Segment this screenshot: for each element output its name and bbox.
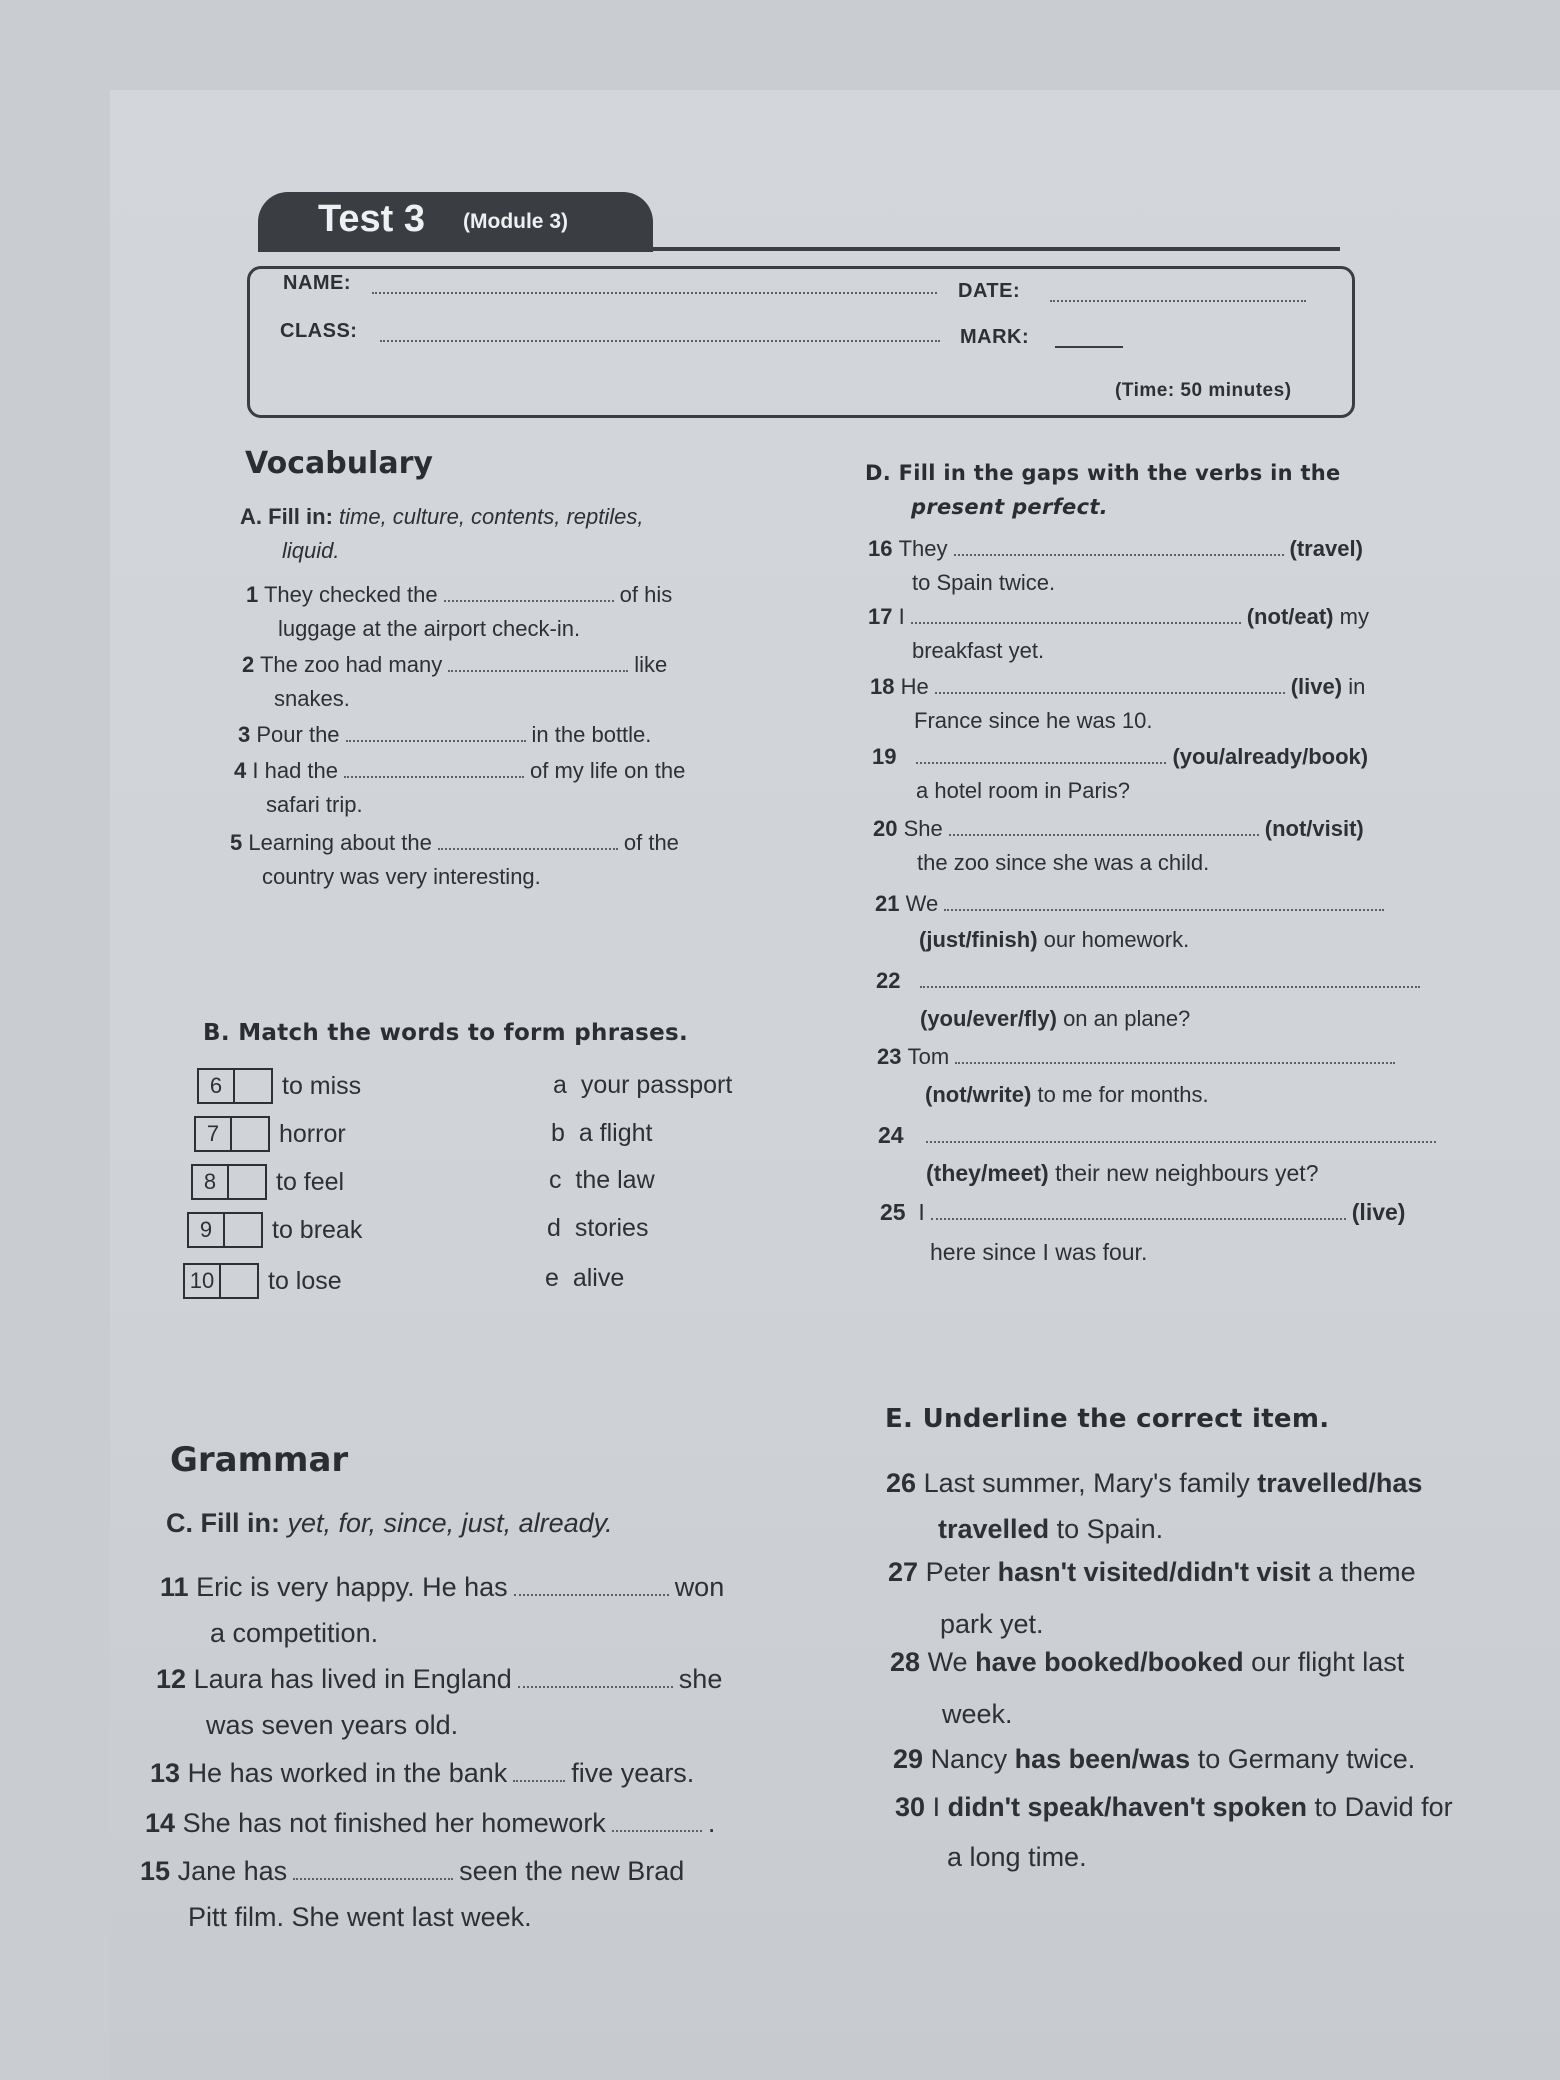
section-d-item-23: 23 Tom (not/write) to me for months. xyxy=(877,1038,1447,1114)
section-a-instruction xyxy=(240,500,780,568)
name-field[interactable] xyxy=(372,292,937,294)
class-field[interactable] xyxy=(380,340,940,342)
choice-options[interactable]: travelled xyxy=(938,1514,1050,1544)
item-number: 5 xyxy=(230,830,243,855)
match-right-item: e alive xyxy=(545,1264,625,1292)
answer-box-number: 6 xyxy=(199,1070,235,1102)
date-field[interactable] xyxy=(1050,300,1306,302)
item-text: The zoo had many xyxy=(259,652,443,677)
section-d-label: Fill in the gaps with the verbs in the xyxy=(898,461,1341,485)
answer-blank[interactable] xyxy=(293,1862,453,1880)
item-text: I had the xyxy=(252,758,339,783)
match-right-item: b a flight xyxy=(551,1119,653,1147)
match-left-item: to lose xyxy=(268,1267,342,1295)
answer-box-7[interactable] xyxy=(194,1116,270,1152)
match-left-item: horror xyxy=(279,1120,346,1148)
section-c-letter: C. xyxy=(166,1508,193,1538)
mark-label: MARK: xyxy=(960,326,1030,348)
section-a-item-2 xyxy=(242,648,762,716)
section-b-instruction xyxy=(203,1020,688,1046)
class-label: CLASS: xyxy=(280,320,358,342)
section-b-label: Match the words to form phrases. xyxy=(238,1020,689,1046)
answer-blank[interactable] xyxy=(346,724,526,742)
answer-blank[interactable] xyxy=(954,538,1284,556)
answer-blank[interactable] xyxy=(612,1814,702,1832)
answer-blank[interactable] xyxy=(931,1202,1346,1220)
section-e-instruction xyxy=(885,1404,1329,1434)
item-text: luggage at the airport check-in. xyxy=(278,616,581,641)
header-rule xyxy=(640,247,1340,251)
item-text: Learning about the xyxy=(248,830,432,855)
time-limit: (Time: 50 minutes) xyxy=(1115,380,1292,401)
section-e-letter: E. xyxy=(885,1404,914,1434)
answer-blank[interactable] xyxy=(438,832,618,850)
vocabulary-heading: Vocabulary xyxy=(245,446,433,481)
answer-box-9[interactable] xyxy=(187,1212,263,1248)
section-c-label: Fill in: xyxy=(200,1508,280,1538)
answer-blank[interactable] xyxy=(444,584,614,602)
section-c-item-11: 11 Eric is very happy. He has won a competition. xyxy=(160,1572,725,1648)
item-text: safari trip. xyxy=(266,792,363,817)
item-text: in the bottle. xyxy=(531,722,652,747)
answer-blank[interactable] xyxy=(949,818,1259,836)
answer-blank[interactable] xyxy=(920,970,1420,988)
section-e-item-26: 26 Last summer, Mary's family travelled/has travelled to Spain. xyxy=(886,1468,1423,1544)
item-text: like xyxy=(634,652,668,677)
answer-blank[interactable] xyxy=(935,676,1285,694)
test-module: (Module 3) xyxy=(463,210,568,233)
answer-box-number: 7 xyxy=(196,1118,232,1150)
item-text: of the xyxy=(623,830,679,855)
answer-box-number: 9 xyxy=(189,1214,225,1246)
choice-options[interactable]: travelled/has xyxy=(1257,1468,1423,1498)
mark-field[interactable] xyxy=(1055,346,1123,348)
section-e-item-28: 28 We have booked/booked our flight last week. xyxy=(890,1647,1405,1729)
date-label: DATE: xyxy=(958,280,1021,302)
section-c-words: yet, for, since, just, already. xyxy=(287,1508,613,1538)
item-text: of his xyxy=(619,582,673,607)
match-left-item: to feel xyxy=(276,1168,345,1196)
answer-blank[interactable] xyxy=(518,1670,673,1688)
section-c-item-12: 12 Laura has lived in England she was seven years old. xyxy=(156,1664,723,1740)
item-text: country was very interesting. xyxy=(262,864,541,889)
section-e-item-30: 30 I didn't speak/haven't spoken to David for a long time. xyxy=(895,1792,1453,1872)
section-d-item-24: 24 (they/meet) their new neighbours yet? xyxy=(878,1116,1458,1192)
section-c-item-13: 13 He has worked in the bank five years. xyxy=(150,1758,695,1788)
answer-blank[interactable] xyxy=(513,1764,565,1782)
section-a-item-1 xyxy=(246,578,766,646)
section-e-label: Underline the correct item. xyxy=(922,1404,1330,1434)
item-number: 3 xyxy=(238,722,251,747)
section-d-label-2: present perfect. xyxy=(911,495,1108,519)
answer-box-10[interactable] xyxy=(183,1263,259,1299)
match-left-item: to break xyxy=(272,1216,363,1244)
item-number: 2 xyxy=(242,652,255,677)
answer-box-8[interactable] xyxy=(191,1164,267,1200)
section-d-item-19: 19 (you/already/book) a hotel room in Paris? xyxy=(872,744,1369,803)
answer-box-number: 10 xyxy=(185,1265,221,1297)
grammar-heading: Grammar xyxy=(170,1440,349,1480)
answer-blank[interactable] xyxy=(955,1046,1395,1064)
section-c-item-15: 15 Jane has seen the new Brad Pitt film. She went last week. xyxy=(140,1856,685,1932)
section-e-item-27: 27 Peter hasn't visited/didn't visit a theme park yet. xyxy=(888,1557,1416,1639)
section-c-item-14: 14 She has not finished her homework . xyxy=(145,1808,716,1838)
section-a-item-5 xyxy=(230,826,760,894)
section-d-item-20: 20 She (not/visit) the zoo since she was a child. xyxy=(873,816,1364,875)
answer-blank[interactable] xyxy=(448,654,628,672)
match-left-item: to miss xyxy=(282,1072,362,1100)
section-a-item-3 xyxy=(238,718,758,752)
section-a-words-2: liquid. xyxy=(282,538,340,563)
section-d-item-21: 21 We (just/finish) our homework. xyxy=(875,886,1435,958)
section-d-item-25: 25 I (live) here since I was four. xyxy=(880,1199,1406,1265)
item-number: 4 xyxy=(234,758,247,783)
item-number: 1 xyxy=(246,582,259,607)
section-e-item-29: 29 Nancy has been/was to Germany twice. xyxy=(893,1744,1416,1774)
choice-options[interactable]: didn't speak/haven't spoken xyxy=(947,1792,1308,1822)
answer-blank[interactable] xyxy=(916,746,1166,764)
choice-options[interactable]: hasn't visited/didn't visit xyxy=(997,1557,1311,1587)
test-title: Test 3 xyxy=(318,198,426,240)
section-c-instruction xyxy=(166,1508,613,1539)
choice-options[interactable]: has been/was xyxy=(1014,1744,1191,1774)
section-d-item-18: 18 He (live) in France since he was 10. xyxy=(870,674,1366,733)
section-a-letter: A. xyxy=(240,504,262,529)
section-d-letter: D. xyxy=(865,461,892,485)
match-right-item: c the law xyxy=(549,1166,655,1194)
answer-blank[interactable] xyxy=(344,760,524,778)
item-text: snakes. xyxy=(274,686,350,711)
match-right-item: d stories xyxy=(547,1214,649,1242)
item-text: of my life on the xyxy=(530,758,686,783)
match-right-item: a your passport xyxy=(553,1071,733,1099)
section-a-item-4 xyxy=(234,754,764,822)
item-text: Pour the xyxy=(256,722,340,747)
answer-blank[interactable] xyxy=(926,1125,1436,1143)
section-d-item-17: 17 I (not/eat) my breakfast yet. xyxy=(868,604,1369,663)
choice-options[interactable]: have booked/booked xyxy=(975,1647,1244,1677)
answer-box-6[interactable] xyxy=(197,1068,273,1104)
section-d-item-22: 22 (you/ever/fly) on an plane? xyxy=(876,962,1436,1038)
section-a-words: time, culture, contents, reptiles, xyxy=(339,504,644,529)
answer-box-number: 8 xyxy=(193,1166,229,1198)
section-a-label: Fill in: xyxy=(268,504,333,529)
section-d-instruction xyxy=(865,456,1405,524)
item-text: They checked the xyxy=(263,582,438,607)
answer-blank[interactable] xyxy=(514,1578,669,1596)
answer-blank[interactable] xyxy=(911,606,1241,624)
name-label: NAME: xyxy=(283,272,352,294)
answer-blank[interactable] xyxy=(944,893,1384,911)
section-b-letter: B. xyxy=(203,1020,230,1046)
test-title-tab xyxy=(258,192,653,252)
section-d-item-16: 16 They (travel) to Spain twice. xyxy=(868,536,1363,595)
